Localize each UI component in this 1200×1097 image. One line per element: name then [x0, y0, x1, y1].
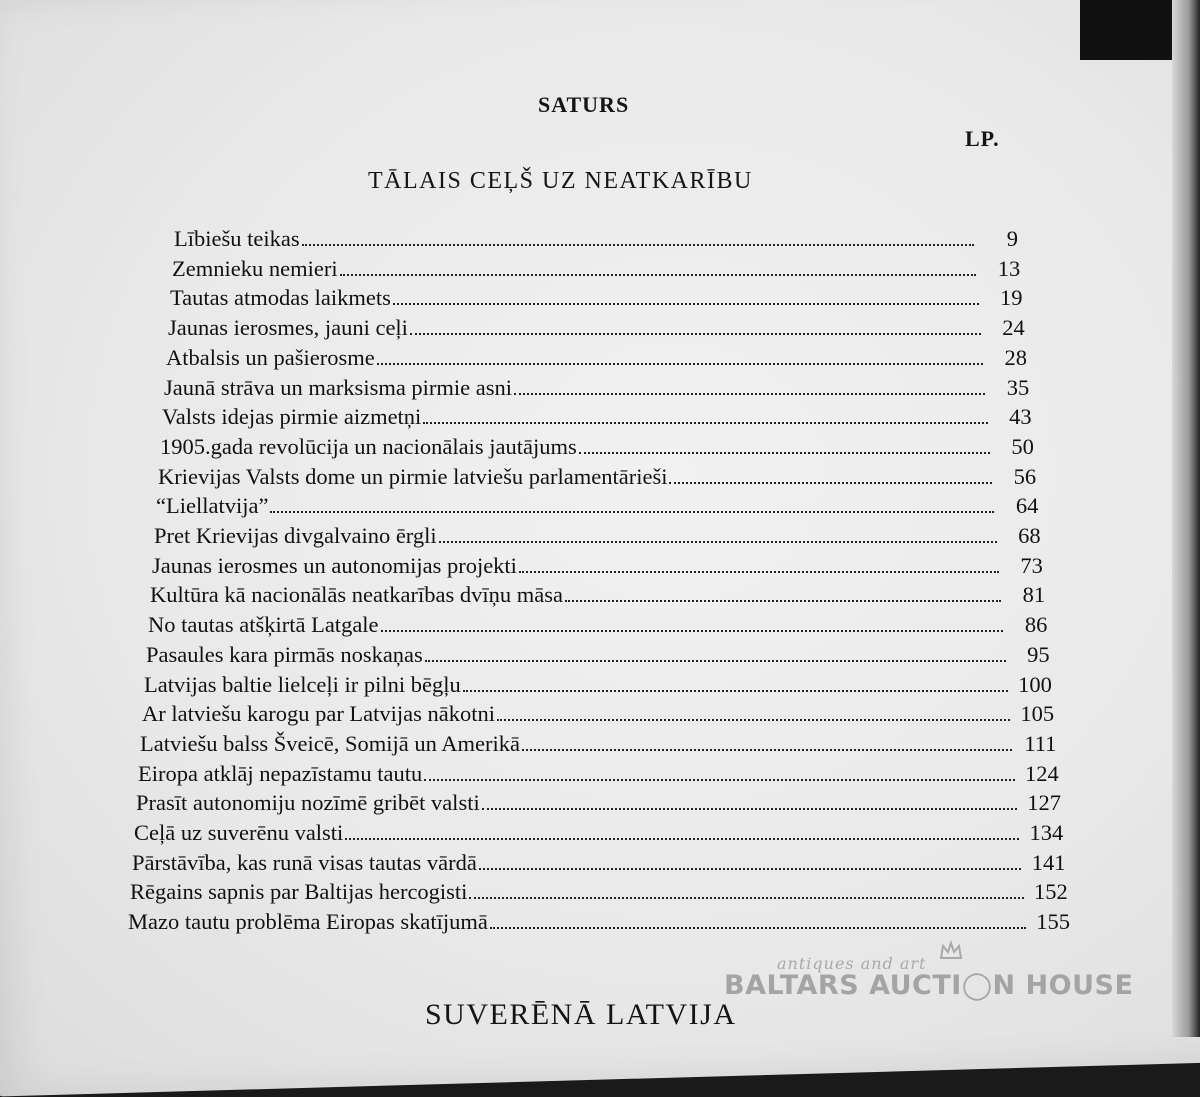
toc-entry-title: “Liellatvija” — [156, 493, 269, 519]
toc-entry-title: Valsts idejas pirmie aizmetņi — [162, 404, 422, 430]
toc-entry — [156, 493, 1038, 523]
dot-leader — [424, 761, 1014, 781]
dot-leader — [469, 879, 1023, 899]
toc-entry — [160, 434, 1034, 464]
toc-entry — [168, 315, 1025, 345]
toc-entry — [162, 404, 1032, 434]
toc-entry-title: Atbalsis un pašierosme — [166, 344, 375, 370]
dot-leader — [519, 553, 999, 573]
toc-entry-page: 152 — [1033, 879, 1068, 905]
toc-entry-title: 1905.gada revolūcija un nacionālais jautājums — [160, 433, 577, 459]
dot-leader — [669, 464, 992, 484]
toc-entry-page: 56 — [1013, 463, 1037, 489]
dot-leader — [381, 612, 1004, 632]
toc-entry-title: Tautas atmodas laikmets — [170, 285, 391, 311]
watermark-main: BALTARS AUCTI◯N HOUSE — [724, 970, 1134, 1001]
dot-leader — [514, 375, 985, 395]
dot-leader — [345, 820, 1019, 840]
toc-entry — [136, 790, 1061, 820]
toc-entry — [150, 582, 1045, 612]
watermark-script: antiques and art — [777, 954, 927, 973]
toc-entry-title: Jaunā strāva un marksisma pirmie asni — [164, 374, 513, 400]
toc-entry-title: Krievijas Valsts dome un pirmie latviešu parlamentārieši — [158, 463, 668, 489]
page-edge — [1172, 0, 1200, 1037]
toc-entry — [138, 761, 1059, 791]
toc-entry-title: Latviešu balss Šveicē, Somijā un Amerikā — [140, 730, 520, 756]
toc-entry — [164, 375, 1029, 405]
dot-leader — [423, 404, 987, 424]
toc-entry-page: 141 — [1031, 849, 1066, 875]
toc-entry-title: Mazo tautu problēma Eiropas skatījumā — [128, 909, 488, 935]
toc-entry-page: 24 — [1002, 315, 1025, 341]
crown-icon — [938, 938, 964, 964]
toc-entry-page: 19 — [1000, 285, 1023, 311]
dot-leader — [497, 701, 1010, 721]
toc-entry-title: Zemnieku nemieri — [172, 255, 338, 281]
toc-entry-page: 73 — [1020, 552, 1043, 578]
toc-entry — [152, 553, 1043, 583]
toc-entry — [132, 850, 1065, 880]
dot-leader — [377, 345, 983, 365]
toc-entry-page: 64 — [1015, 493, 1039, 519]
toc-entry-page: 50 — [1011, 433, 1034, 459]
dot-leader — [439, 523, 997, 543]
dot-leader — [410, 315, 981, 335]
toc-entry-page: 100 — [1018, 671, 1052, 697]
toc-entry-page: 81 — [1022, 582, 1046, 608]
toc-entry — [144, 672, 1052, 702]
dot-leader — [579, 434, 990, 454]
toc-entry-page: 9 — [1006, 226, 1018, 251]
toc-entry — [148, 612, 1047, 642]
toc-entry-page: 28 — [1004, 344, 1028, 370]
toc-entry-title: Eiropa atklāj nepazīstamu tautu — [138, 760, 423, 786]
section-title-1: TĀLAIS CEĻŠ UZ NEATKARĪBU — [368, 168, 753, 194]
toc-entry — [166, 345, 1027, 375]
toc-entry-title: Rēgains sapnis par Baltijas hercogisti — [130, 879, 468, 905]
dot-leader — [522, 731, 1012, 751]
toc-entry-page: 155 — [1036, 909, 1070, 935]
toc-entry-page: 86 — [1024, 612, 1048, 638]
toc-entry — [142, 701, 1054, 731]
toc-entry — [172, 256, 1020, 286]
toc-entry — [128, 909, 1070, 939]
toc-entry-page: 13 — [997, 255, 1021, 281]
toc-entry-title: Jaunas ierosmes, jauni ceļi — [168, 315, 408, 341]
toc-entry-page: 127 — [1027, 790, 1061, 816]
dot-leader — [340, 256, 977, 276]
contents-title: SATURS — [538, 92, 630, 117]
dot-leader — [490, 909, 1026, 929]
section-title-2: SUVERĒNĀ LATVIJA — [425, 998, 737, 1031]
toc-entry-title: Ar latviešu karogu par Latvijas nākotni — [142, 701, 496, 727]
dot-leader — [425, 642, 1006, 662]
toc-entry-page: 124 — [1024, 760, 1059, 786]
toc-entry-page: 134 — [1029, 820, 1064, 845]
toc-entry — [170, 285, 1023, 315]
toc-entry-title: Pasaules kara pirmās noskaņas — [146, 641, 423, 667]
dot-leader — [479, 850, 1022, 870]
toc-entry — [130, 879, 1068, 909]
dot-leader — [270, 493, 994, 513]
toc-entry-page: 105 — [1020, 701, 1055, 727]
toc-entry — [154, 523, 1041, 553]
dot-leader — [393, 285, 979, 305]
toc-entry-title: Jaunas ierosmes un autonomijas projekti — [152, 552, 517, 578]
toc-entry-page: 35 — [1006, 374, 1030, 400]
toc-entry-page: 68 — [1018, 523, 1041, 548]
toc-entry-page: 95 — [1027, 641, 1050, 667]
page-column-label: LP. — [965, 126, 1000, 151]
toc-entry — [174, 226, 1018, 256]
dot-leader — [463, 672, 1008, 692]
toc-entry-title: Pret Krievijas divgalvaino ērgli — [154, 523, 437, 548]
toc-entry-page: 111 — [1024, 730, 1057, 756]
toc-entry — [140, 731, 1056, 761]
toc-entry-title: No tautas atšķirtā Latgale — [148, 612, 379, 638]
toc-entry — [158, 464, 1036, 494]
toc-entry-title: Lībiešu teikas — [174, 226, 300, 251]
dot-leader — [482, 790, 1017, 810]
dot-leader — [565, 582, 1001, 602]
toc-entry — [134, 820, 1063, 850]
dot-leader — [302, 226, 974, 246]
toc-entry-title: Pārstāvība, kas runā visas tautas vārdā — [132, 849, 477, 875]
toc-entry-title: Kultūra kā nacionālās neatkarības dvīņu māsa — [150, 582, 563, 608]
toc-entry-title: Prasīt autonomiju nozīmē gribēt valsti — [136, 790, 480, 816]
toc-entry-page: 43 — [1009, 404, 1032, 430]
toc-entry-title: Ceļā uz suverēnu valsti — [134, 820, 344, 845]
toc-entry — [146, 642, 1050, 672]
toc-entry-title: Latvijas baltie lielceļi ir pilni bēgļu — [144, 671, 461, 697]
